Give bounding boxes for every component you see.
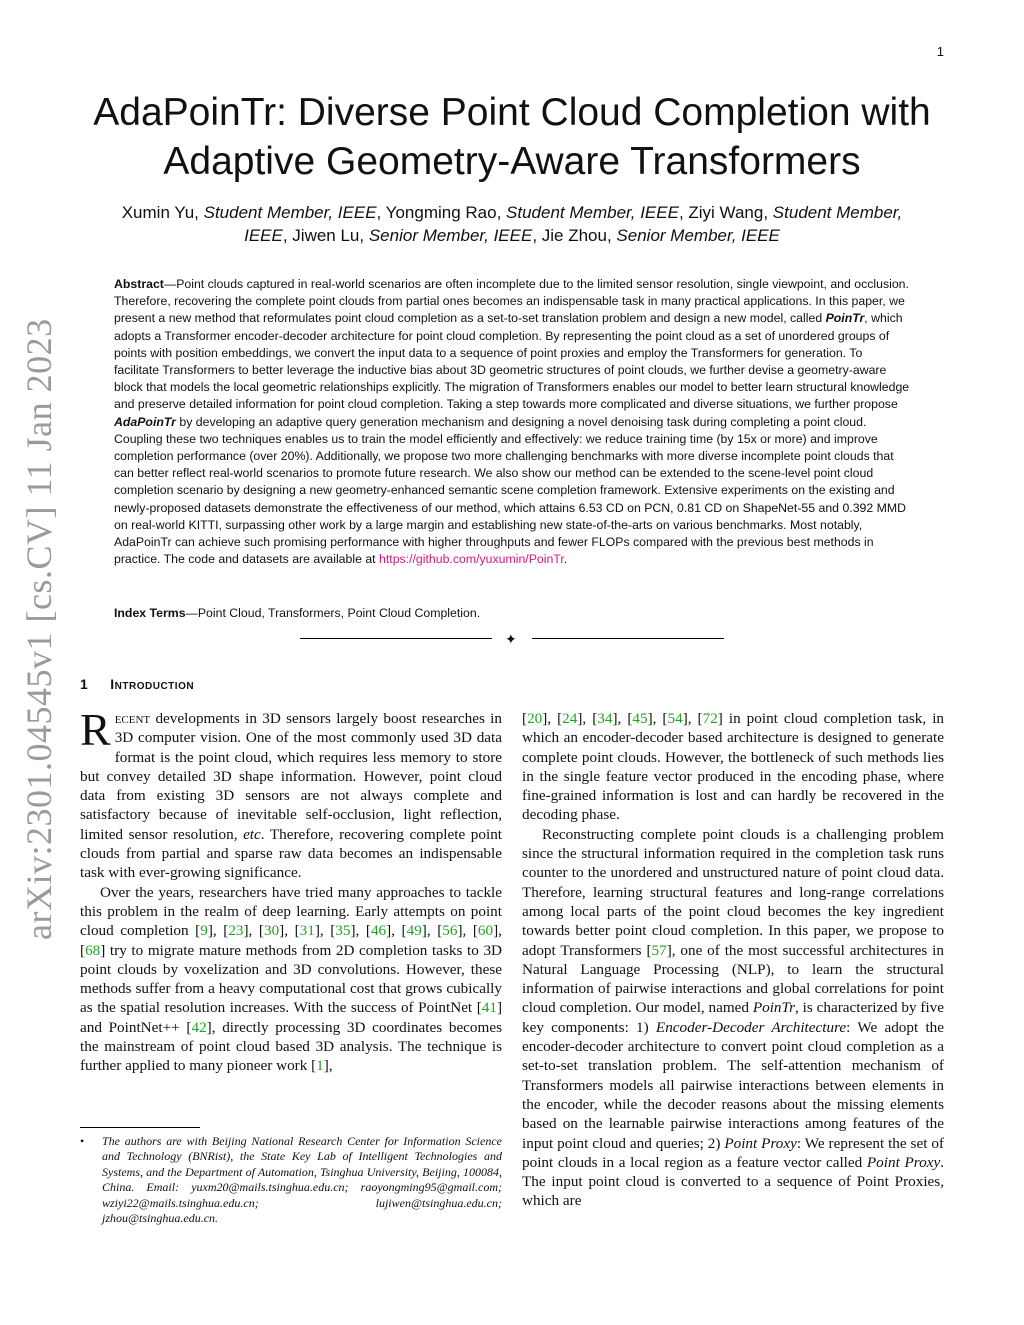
abstract [114,276,910,568]
footnote-rule [80,1127,200,1128]
section-title: Introduction [110,676,195,692]
citation-link[interactable]: 68 [85,941,101,959]
citation-link[interactable]: 35 [335,922,351,940]
paragraph-text: ], [323,1057,333,1075]
author-affiliation-footnote [80,1134,502,1226]
key-component-term: Point Proxy [866,1153,941,1171]
paragraph-text: ], directly processing 3D coordinates becomes the mainstream of point cloud based 3D analysis. The technique is further applied to many pioneer work [ [80,1018,502,1075]
citation-link[interactable]: 54 [667,710,683,727]
index-terms-text: —Point Cloud, Transformers, Point Cloud Completion. [185,606,481,620]
citation-link[interactable]: 1 [316,1057,324,1075]
citation-link[interactable]: 30 [263,922,280,940]
page-number: 1 [936,44,944,59]
key-component-term: Point Proxy [724,1134,797,1152]
paragraph-text: : We represent the set of point clouds in a local region as a feature vector called [522,1134,944,1171]
paragraph-text: developments in 3D sensors largely boost researches in 3D computer vision. One of the most commonly used 3D data format is the point cloud, which requires less memory to store but convey detailed 3D shape information. However, point cloud data from existing 3D sensors are not always complete and satisfactory because of inevitable self-occlusion, light reflection, limited sensor resolution, [80,710,502,843]
separator-diamond-icon: ✦ [505,631,517,647]
paragraph-text: . Therefore, recovering complete point clouds from partial and sparse raw data becomes an indispensable task with ever-growing significance. [80,825,503,882]
title-line-2: Adaptive Geometry-Aware Transformers [163,140,861,183]
author-role: Student Member, IEEE [203,203,377,222]
author-name: Xumin Yu, [121,203,204,222]
citation-link[interactable]: 42 [191,1018,207,1036]
paragraph-text: Reconstructing complete point clouds is a challenging problem since the structural information required in the completion task runs counter to the unordered and unstructured nature of point cloud data. Therefore, learning structural features and long-range correlations among local parts of the point cloud becomes the key ingredient towards better point cloud completion. In this paper, we propose to adopt Transformers [ [522,825,944,959]
separator-line-right [532,638,724,639]
citation-link[interactable]: 34 [597,710,613,727]
citation-link[interactable]: 46 [370,922,387,940]
author-role: Student Member, IEEE [244,203,903,245]
paragraph-text: ], one of the most successful architectures in Natural Language Processing (NLP), to learn the structural information of pairwise interactions and global correlations for point cloud completion. Our model, named [522,941,944,1017]
model-name-adapoinTr: AdaPoinTr [114,414,176,429]
left-column [80,704,503,1076]
citation-link[interactable]: 9 [200,922,208,940]
footnote-bullet-icon: • [80,1134,85,1148]
citation-link[interactable]: 31 [299,922,315,940]
index-terms-label: Index Terms [114,606,186,620]
author-name: , Jie Zhou, [532,226,617,245]
citation-link[interactable]: 56 [442,922,458,940]
paragraph-text: : We adopt the encoder-decoder architecture to convert point cloud completion as a set-to-set translation problem. The self-attention mechanism of Transformers models all pairwise interactions between elements in the encoder, while the decoder reasons about the missing elements based on the learnable pairwise interactions among features of the input point cloud and queries; 2) [522,1018,944,1152]
intro-paragraph-3 [522,825,944,1211]
arxiv-identifier-stamp: arXiv:2301.04545v1 [cs.CV] 11 Jan 2023 [19,318,59,940]
paragraph-text: . The input point cloud is converted to a sequence of Point Proxies, which are [522,1153,944,1210]
model-name-poinTr: PoinTr [825,311,865,326]
intro-paragraph-1 [80,704,503,883]
citation-link[interactable]: 60 [477,922,494,940]
drop-cap: R [80,704,111,755]
index-terms [114,606,480,620]
citation-link[interactable]: 41 [481,999,497,1017]
abstract-text: —Point clouds captured in real-world scenarios are often incomplete due to the limited sensor resolution, single viewpoint, and occlusion. Therefore, recovering the complete point clouds from partial ones becomes an indispensable task in many practical applications. In this paper, we present a new method that reformulates point cloud completion as a set-to-set translation problem and design a new model, called [114,277,909,326]
citation-link[interactable]: 20 [527,710,543,727]
key-component-term: Encoder-Decoder Architecture [655,1018,847,1036]
author-list [100,201,924,247]
paragraph-text: ] and PointNet++ [ [80,999,502,1036]
citation-link[interactable]: 24 [562,710,578,727]
italic-etc: etc [243,825,261,843]
author-role: Senior Member, IEEE [368,226,533,245]
author-name: , Ziyi Wang, [678,203,773,222]
citation-link[interactable]: 57 [651,941,667,959]
citation-link[interactable]: 23 [228,922,244,940]
intro-paragraph-continued: [20], [24], [34], [45], [54], [72] in point cloud completion task, in which an encoder-decoder based architecture is designed to generate complete point clouds. However, the bottleneck of such methods lies in the single feature vector produced in the encoding phase, where fine-grained information is lost and can hardly be recovered in the decoding phase. [522,710,945,824]
footnote-text: The authors are with Beijing National Research Center for Information Science and Technology (BNRist), the State Key Lab of Intelligent Technologies and Systems, and the Department of Automation, Tsinghua University, Beijing, 100084, China. Email: yuxm20@mails.tsinghua.edu.cn; raoyongming95@gmail.com; wziyi22@mails.tsinghua.edu.cn; lujiwen@tsinghua.edu.cn; jzhou@tsinghua.edu.cn. [102,1134,502,1226]
section-separator [300,631,724,647]
model-name-italic: PoinTr [752,999,796,1017]
paragraph-text: ] in point cloud completion task, in which an encoder-decoder based architecture is designed to generate complete point clouds. However, the bottleneck of such methods lies in the single feature vector produced in the encoding phase, where fine-grained information is lost and can hardly be recovered in the decoding phase. [522,710,945,824]
code-repository-link[interactable]: https://github.com/yuxumin/PoinTr [379,552,564,567]
abstract-text: . [563,552,568,567]
title-line-1: AdaPoinTr: Diverse Point Cloud Completion with [93,91,931,134]
abstract-text: by developing an adaptive query generation mechanism and designing a novel denoising task during completing a point cloud. Coupling these two techniques enables us to train the model efficiently and effectively: we reduce training time (by 15x or more) and improve completion performance (over 20%). Additionally, we propose two more challenging benchmarks with more diverse incomplete point clouds that can better reflect real-world scenarios to promote future research. We also show our method can be extended to the scene-level point cloud completion scenario by designing a new geometry-enhanced semantic scene completion framework. Extensive experiments on the existing and newly-proposed datasets demonstrate the effectiveness of our method, which attains 6.53 CD on PCN, 0.81 CD on ShapeNet-55 and 0.392 MMD on real-world KITTI, surpassing other work by a large margin and establishing new state-of-the-arts on various benchmarks. Most notably, AdaPoinTr can achieve such promising performance with higher throughputs and fewer FLOPs compared with the previous best methods in practice. The code and datasets are available at [114,414,906,567]
abstract-text: , which adopts a Transformer encoder-decoder architecture for point cloud completion. By representing the point cloud as a set of unordered groups of points with position embeddings, we convert the input data to a sequence of point proxies and employ the Transformers for generation. To facilitate Transformers to better leverage the inductive bias about 3D geometric structures of point clouds, we further devise a geometry-aware block that models the local geometric relationships explicitly. The migration of Transformers enables our model to better learn structural knowledge and preserve detailed information for point cloud completion. Taking a step towards more complicated and diverse situations, we further propose [114,311,910,412]
section-heading [80,676,194,692]
paragraph-text: , is characterized by five key components: 1) [522,999,944,1036]
citation-link[interactable]: 45 [632,710,648,727]
intro-paragraph-2: Over the years, researchers have tried many approaches to tackle this problem in the realm of deep learning. Early attempts on point cloud completion [9], [23], [30], [31], [35], [46], [49], [56], [60], [68] try to migrate mature methods from 2D completion tasks to 3D point clouds by voxelization and 3D convolutions. However, these methods suffer from a heavy computational cost that grows cubically as the spatial resolution increases. With the success of PointNet [41] and PointNet++ [42], directly processing 3D coordinates becomes the mainstream of point cloud based 3D analysis. The technique is further applied to many pioneer work [1], [80,883,502,1075]
citation-link[interactable]: 49 [406,922,422,940]
smallcaps-word: ecent [114,710,151,727]
author-role: Student Member, IEEE [506,203,679,222]
right-column [522,709,944,1211]
author-role: Senior Member, IEEE [616,226,780,245]
paragraph-text: Over the years, researchers have tried many approaches to tackle this problem in the realm of deep learning. Early attempts on point cloud completion [ [80,883,502,940]
paragraph-text: ] try to migrate mature methods from 2D completion tasks to 3D point clouds by voxelization and 3D convolutions. However, these methods suffer from a heavy computational cost that grows cubically as the spatial resolution increases. With the success of PointNet [ [80,941,502,1017]
abstract-label: Abstract [114,277,164,291]
citation-link[interactable]: 72 [702,710,718,727]
author-name: , Yongming Rao, [376,203,507,222]
paper-title [60,88,964,186]
author-name: , Jiwen Lu, [282,226,369,245]
section-number: 1 [80,676,89,692]
separator-line-left [300,638,492,639]
